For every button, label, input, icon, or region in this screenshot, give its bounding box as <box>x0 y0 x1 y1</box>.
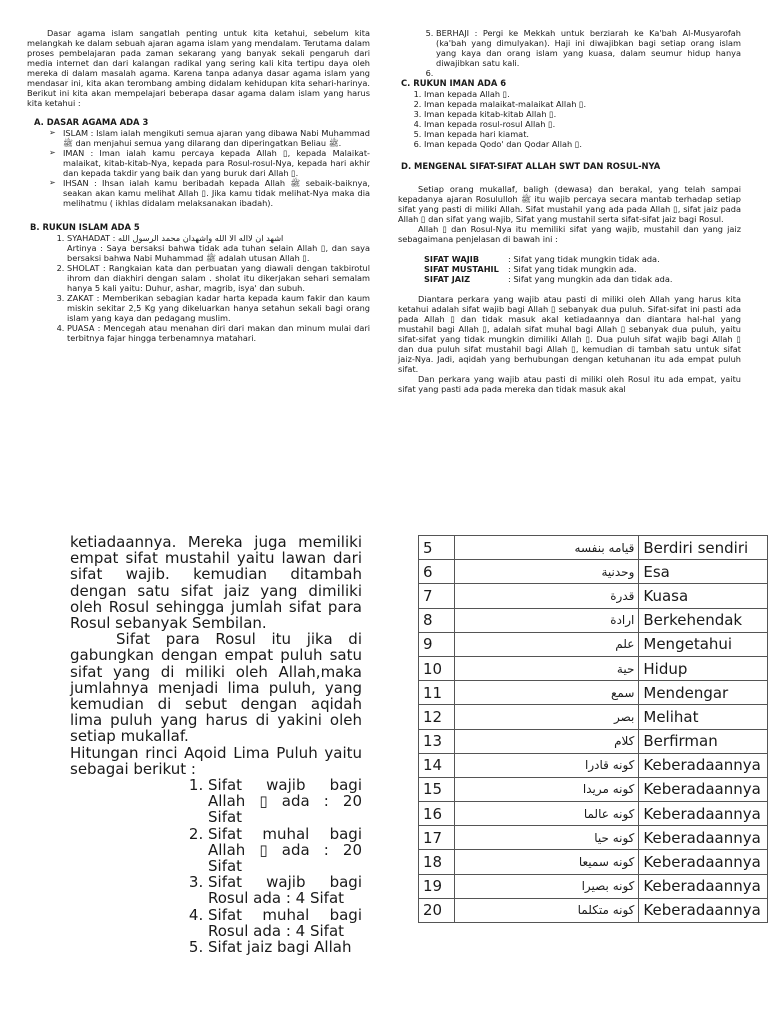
meaning-cell: Mengetahui <box>639 632 768 656</box>
list-item: ➢ IMAN : Iman ialah kamu percaya kepada Allah ▯, kepada Malaikat-malaikat, kitab-kitab-Nya, kepada para Rosul-rosul-Nya, kepada hari akhir dan kepada takdir yang baik dan yang buruk dari Allah ▯. <box>49 148 370 178</box>
meaning-cell: Keberadaannya <box>639 898 768 922</box>
sifat-row <box>398 254 741 264</box>
table-row <box>419 898 768 922</box>
meaning-cell: Keberadaannya <box>639 850 768 874</box>
list-item: 4. Sifat muhal bagi Rosul ada : 4 Sifat <box>208 907 362 939</box>
row-number: 20 <box>419 898 455 922</box>
section-a-list <box>27 128 370 208</box>
list-item: 5. BERHAJI : Pergi ke Mekkah untuk berziarah ke Ka'bah Al-Musyarofah (ka'bah yang dimulyakan). Haji ini diwajibkan bagi setiap orang islam yang kaya dan orang islam yang kuasa, dalam seumur hidup hanya diwajibkan satu kali. <box>436 28 741 68</box>
section-d-paragraph-2: Allah ▯ dan Rosul-Nya itu memiliki sifat yang wajib, mustahil dan yang jaiz sebagaimana penjelasan di bawah ini : <box>398 224 741 244</box>
table-row <box>419 729 768 753</box>
list-item: 4. PUASA : Mencegah atau menahan diri dari makan dan minum mulai dari terbitnya fajar hingga terbenamnya matahari. <box>67 323 370 343</box>
right-column <box>398 28 741 394</box>
table-row <box>419 584 768 608</box>
table-row <box>419 560 768 584</box>
sifat-row <box>398 264 741 274</box>
meaning-cell: Mendengar <box>639 681 768 705</box>
arabic-term: كونه بصيرا <box>454 874 639 898</box>
table-row <box>419 850 768 874</box>
list-item: 5. Sifat jaiz bagi Allah <box>208 939 362 955</box>
sifat-desc: : Sifat yang tidak mungkin ada. <box>508 264 637 274</box>
row-number: 18 <box>419 850 455 874</box>
section-c-list <box>398 89 741 149</box>
meaning-cell: Melihat <box>639 705 768 729</box>
list-item: 2. Sifat muhal bagi Allah ▯ ada : 20 Sifat <box>208 826 362 875</box>
arabic-term: بصر <box>454 705 639 729</box>
table-row <box>419 777 768 801</box>
arabic-term: قيامه بنفسه <box>454 536 639 560</box>
table-row <box>419 874 768 898</box>
table-row <box>419 608 768 632</box>
row-number: 14 <box>419 753 455 777</box>
arabic-term: كونه متكلما <box>454 898 639 922</box>
arabic-term: كونه عالما <box>454 802 639 826</box>
meaning-cell: Keberadaannya <box>639 753 768 777</box>
table-row <box>419 826 768 850</box>
meaning-cell: Keberadaannya <box>639 802 768 826</box>
list-item: 3. ZAKAT : Memberikan sebagian kadar harta kepada kaum fakir dan kaum miskin sekitar 2,5 Kg yang dikeluarkan hanya setahun sekali bagi orang islam yang kaya dan pedagang muslim. <box>67 293 370 323</box>
list-item: 1. Sifat wajib bagi Allah ▯ ada : 20 Sifat <box>208 777 362 826</box>
meaning-cell: Keberadaannya <box>639 874 768 898</box>
arabic-term: ارادة <box>454 608 639 632</box>
section-a-heading: A. DASAR AGAMA ADA 3 <box>34 117 149 127</box>
arabic-term: كونه سميعا <box>454 850 639 874</box>
section-d-paragraph-3: Diantara perkara yang wajib atau pasti di miliki oleh Allah yang harus kita ketahui adalah sifat wajib bagi Allah ▯ sebanyak dua puluh. Sifat-sifat ini pasti ada pada Allah ▯ dan tidak masuk akal ketiadaannya dan diantara hal-hal yang mustahil bagi Allah ▯, adalah sifat muhal bagi Allah ▯ sebanyak dua puluh, yaitu sifat-sifat yang tidak mungkin dimiliki Allah ▯. Dua puluh sifat wajib bagi Allah ▯ dan dua puluh sifat mustahil bagi Allah ▯, kemudian di tambah satu untuk sifat jaiz-Nya. Jadi, aqidah yang berhubungan dengan ketuhanan itu ada empat puluh sifat. <box>398 294 741 374</box>
list-item: 2. SHOLAT : Rangkaian kata dan perbuatan yang diawali dengan takbirotul ihrom dan diakhiri dengan salam . sholat itu dikerjakan sehari semalam hanya 5 kali yaitu: Duhur, ashar, magrib, isya' dan subuh. <box>67 263 370 293</box>
sifat-desc: : Sifat yang tidak mungkin tidak ada. <box>508 254 660 264</box>
list-item: 5. Iman kepada hari kiamat. <box>424 129 741 139</box>
row-number: 16 <box>419 802 455 826</box>
row-number: 9 <box>419 632 455 656</box>
meaning-cell: Esa <box>639 560 768 584</box>
intro-paragraph: Dasar agama islam sangatlah penting untuk kita ketahui, sebelum kita melangkah ke dalam sebuah ajaran agama islam yang mendalam. Terutama dalam proses pembelajaran pada zaman sekarang yang banyak sekali pengaruh dari media internet dan dari kalangan radikal yang sering kali kita tertipu daya oleh mereka di dalam masalah agama. Karena tanpa adanya dasar agama islam yang mendasar ini, kita akan terombang ambing didalam kehidupan kita sehari-harinya. Berikut ini kita akan mempelajari beberapa dasar agama dalam islam yang harus kita ketahui : <box>27 28 370 108</box>
section-d-paragraph-1: Setiap orang mukallaf, baligh (dewasa) dan berakal, yang telah sampai kepadanya ajaran Rosululloh ﷺ itu wajib percaya secara mantab terhadap setiap sifat yang pasti di miliki Allah. Sifat mustahil yang ada pada Allah ▯, sifat jaiz pada Allah ▯ dan sifat yang wajib, Sifat yang mustahil serta sifat-sifat jaiz bagi Rosul. <box>398 184 741 224</box>
meaning-cell: Hidup <box>639 656 768 680</box>
syahadat-arabic: اشهد ان لااله الا الله واشهدان محمد الرسول الله <box>118 233 284 243</box>
section-b-heading: B. RUKUN ISLAM ADA 5 <box>30 222 140 232</box>
meaning-cell: Berkehendak <box>639 608 768 632</box>
section-d-paragraph-4: Dan perkara yang wajib atau pasti di miliki oleh Rosul itu ada empat, yaitu sifat yang pasti ada pada mereka dan tidak masuk akal <box>398 374 741 394</box>
list-item: 4. Iman kepada rosul-rosul Allah ▯. <box>424 119 741 129</box>
section-b-continued-list <box>398 28 741 78</box>
table-row <box>419 802 768 826</box>
arabic-term: وحدنية <box>454 560 639 584</box>
row-number: 10 <box>419 656 455 680</box>
syahadat-label: SYAHADAT : <box>67 233 116 243</box>
sifat-term: SIFAT MUSTAHIL <box>424 264 499 274</box>
aqoid-list <box>70 777 362 955</box>
row-number: 5 <box>419 536 455 560</box>
arabic-term: سمع <box>454 681 639 705</box>
row-number: 8 <box>419 608 455 632</box>
row-number: 19 <box>419 874 455 898</box>
row-number: 12 <box>419 705 455 729</box>
row-number: 17 <box>419 826 455 850</box>
arabic-term: كونه حيا <box>454 826 639 850</box>
table-row <box>419 681 768 705</box>
table-row <box>419 656 768 680</box>
table-row <box>419 632 768 656</box>
lower-paragraph-3: Hitungan rinci Aqoid Lima Puluh yaitu sebagai berikut : <box>70 743 362 778</box>
row-number: 6 <box>419 560 455 584</box>
list-item: 6. Iman kepada Qodo' dan Qodar Allah ▯. <box>424 139 741 149</box>
left-column <box>27 28 370 343</box>
lower-left-text <box>70 534 362 955</box>
arabic-term: كونه قادرا <box>454 753 639 777</box>
meaning-cell: Keberadaannya <box>639 826 768 850</box>
list-item: 2. Iman kepada malaikat-malaikat Allah ▯. <box>424 99 741 109</box>
row-number: 15 <box>419 777 455 801</box>
section-b-list <box>27 233 370 343</box>
list-item: 3. Iman kepada kitab-kitab Allah ▯. <box>424 109 741 119</box>
meaning-cell: Berfirman <box>639 729 768 753</box>
meaning-cell: Berdiri sendiri <box>639 536 768 560</box>
row-number: 13 <box>419 729 455 753</box>
row-number: 7 <box>419 584 455 608</box>
arabic-term: حية <box>454 656 639 680</box>
sifat-term: SIFAT JAIZ <box>424 274 471 284</box>
sifat-table <box>418 535 768 923</box>
row-number: 11 <box>419 681 455 705</box>
sifat-row <box>398 274 741 284</box>
section-d-heading: D. MENGENAL SIFAT-SIFAT ALLAH SWT DAN ROSUL-NYA <box>401 161 661 171</box>
table-row <box>419 753 768 777</box>
meaning-cell: Kuasa <box>639 584 768 608</box>
sifat-desc: : Sifat yang mungkin ada dan tidak ada. <box>508 274 673 284</box>
arabic-term: كونه مريدا <box>454 777 639 801</box>
table-row <box>419 705 768 729</box>
syahadat-meaning: Artinya : Saya bersaksi bahwa tidak ada tuhan selain Allah ▯, dan saya bersaksi bahwa Nabi Muhammad ﷺ adalah utusan Allah ▯. <box>67 243 370 263</box>
arabic-term: علم <box>454 632 639 656</box>
section-c-heading: C. RUKUN IMAN ADA 6 <box>401 78 507 88</box>
list-item: 3. Sifat wajib bagi Rosul ada : 4 Sifat <box>208 874 362 906</box>
arabic-term: كلام <box>454 729 639 753</box>
lower-paragraph-1: ketiadaannya. Mereka juga memiliki empat sifat mustahil yaitu lawan dari sifat wajib. kemudian ditambah dengan satu sifat jaiz yang dimiliki oleh Rosul sehingga jumlah sifat para Rosul sebanyak Sembilan. <box>70 533 362 633</box>
list-item <box>436 68 741 78</box>
list-item: ➢ IHSAN : Ihsan ialah kamu beribadah kepada Allah ﷺ sebaik-baiknya, seakan akan kamu melihat Allah ▯. Jika kamu tidak melihat-Nya maka dia melihatmu ( ikhlas didalam melaksanakan ibadah). <box>49 178 370 208</box>
table-row <box>419 536 768 560</box>
sifat-term: SIFAT WAJIB <box>424 254 480 264</box>
list-item: 1. Iman kepada Allah ▯. <box>424 89 741 99</box>
list-item <box>67 233 370 263</box>
sifat-definitions <box>398 254 741 284</box>
meaning-cell: Keberadaannya <box>639 777 768 801</box>
arabic-term: قدرة <box>454 584 639 608</box>
lower-paragraph-2: Sifat para Rosul itu jika di gabungkan dengan empat puluh satu sifat yang di miliki oleh Allah,maka jumlahnya menjadi lima puluh, yang kemudian di sebut dengan aqidah lima puluh yang harus di yakini oleh setiap mukallaf. <box>70 630 362 746</box>
list-item: ➢ ISLAM : Islam ialah mengikuti semua ajaran yang dibawa Nabi Muhammad ﷺ dan menjahui semua yang dilarang dan diperingatkan Beliau ﷺ. <box>49 128 370 148</box>
